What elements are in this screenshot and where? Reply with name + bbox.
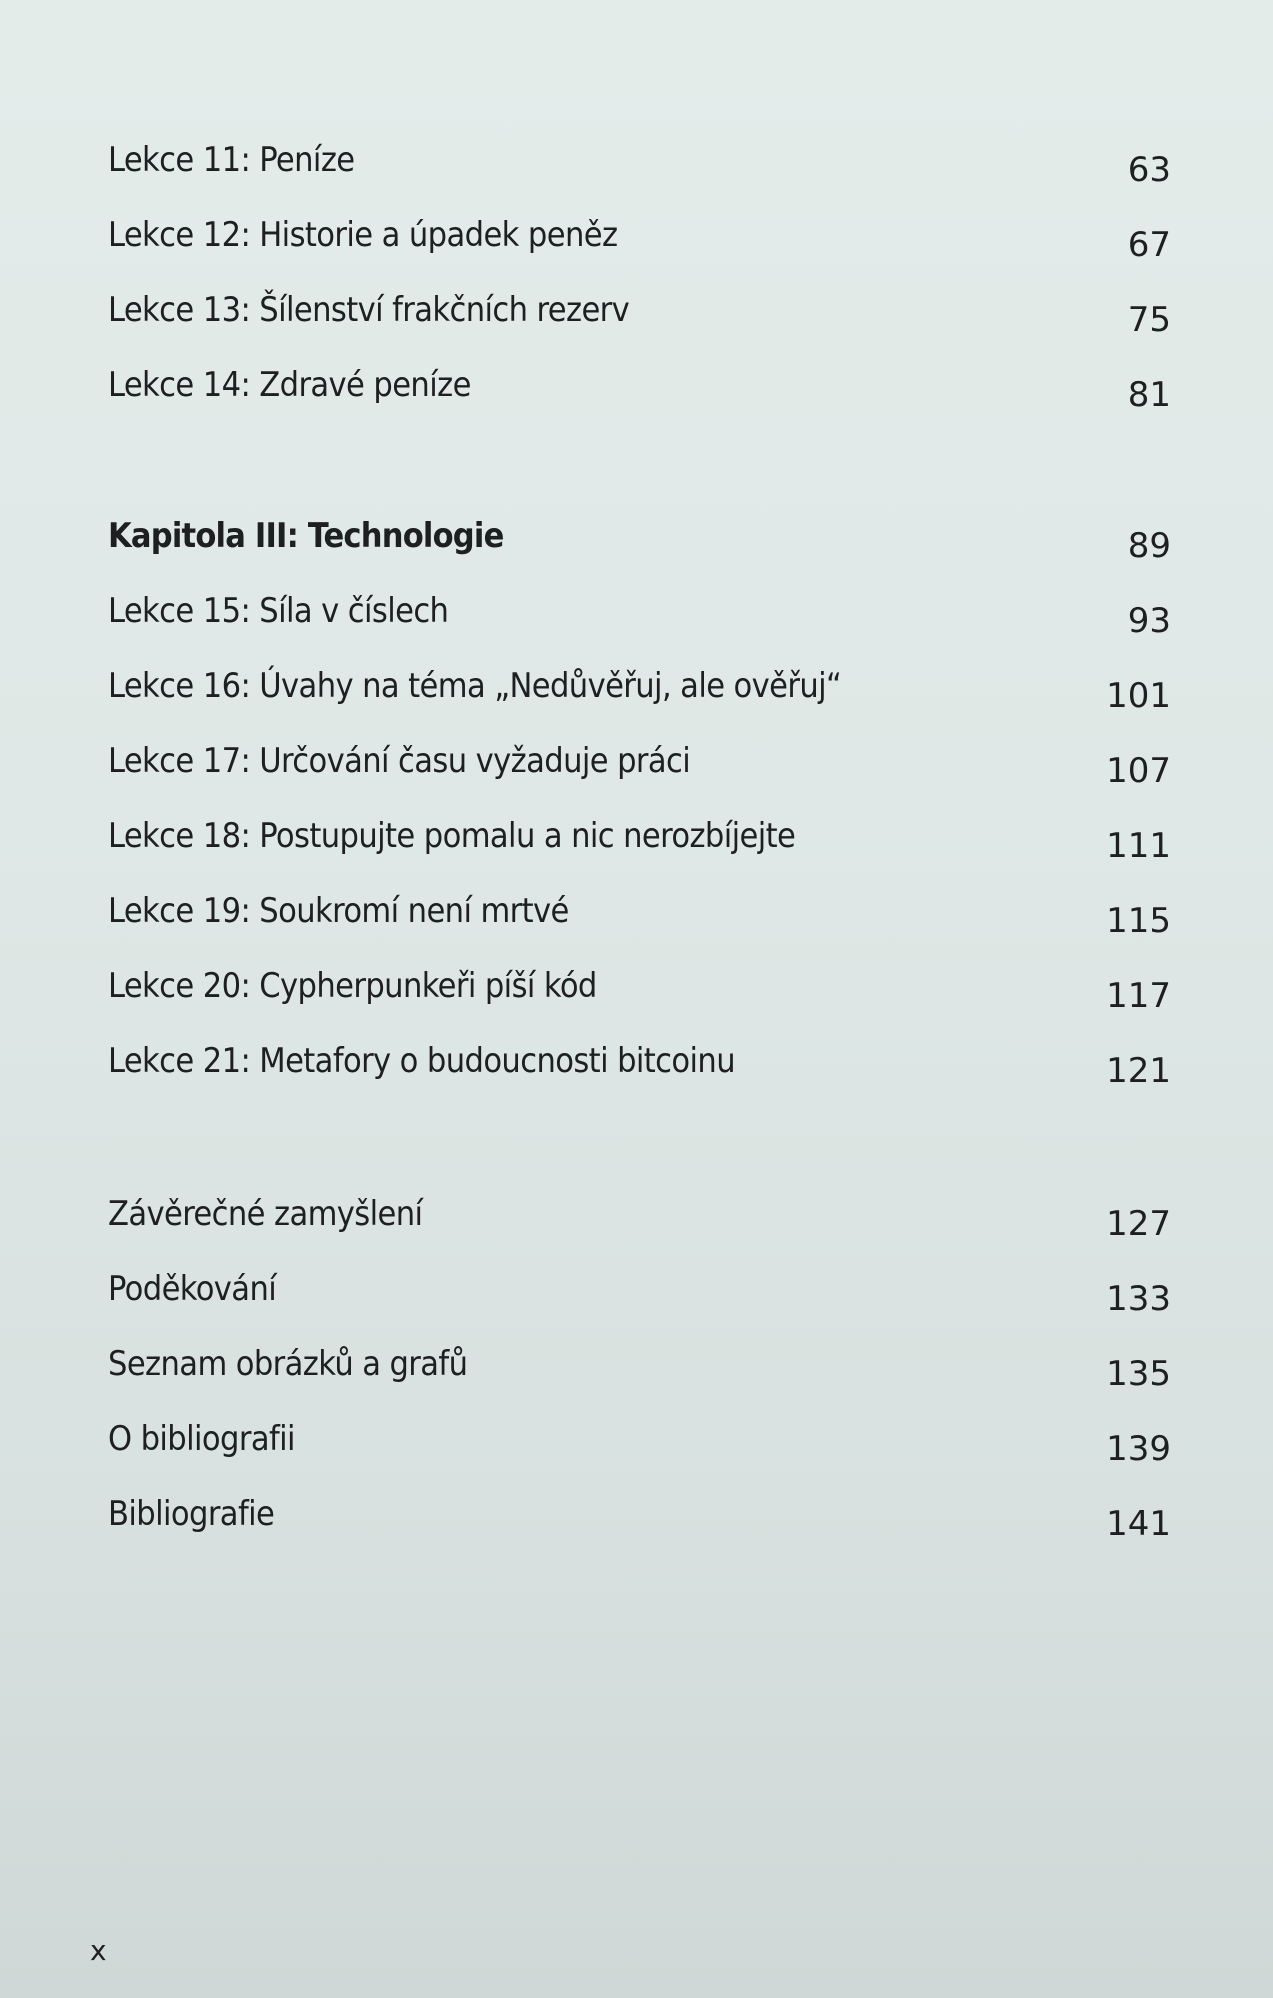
toc-entry [0, 741, 1273, 816]
toc-entry-page: 111 [1106, 826, 1171, 866]
toc-entry-page: 133 [1106, 1279, 1171, 1319]
toc-chapter-page: 89 [1127, 526, 1171, 566]
toc-chapter-heading [0, 516, 1273, 591]
toc-entry-title: Lekce 11: Peníze [108, 140, 355, 180]
toc-entry [0, 1041, 1273, 1116]
toc-entry-title: Lekce 15: Síla v číslech [108, 591, 449, 631]
toc-entry-title: Lekce 17: Určování času vyžaduje práci [108, 741, 691, 781]
toc-entry-title: Lekce 14: Zdravé peníze [108, 365, 471, 405]
toc-chapter-title: Kapitola III: Technologie [108, 516, 504, 556]
toc-group-back-matter [0, 1194, 1273, 1569]
toc-entry-page: 81 [1127, 375, 1171, 415]
toc-entry [0, 1269, 1273, 1344]
toc-group-lessons-11-14 [0, 140, 1273, 440]
toc-entry-page: 139 [1106, 1429, 1171, 1469]
page-number: x [90, 1934, 107, 1967]
toc-entry [0, 215, 1273, 290]
toc-entry-title: Lekce 19: Soukromí není mrtvé [108, 891, 569, 931]
toc-entry [0, 1344, 1273, 1419]
toc-entry-page: 63 [1127, 150, 1171, 190]
toc-entry [0, 1494, 1273, 1569]
toc-entry-page: 135 [1106, 1354, 1171, 1394]
toc-entry-title: Lekce 12: Historie a úpadek peněz [108, 215, 618, 255]
toc-entry-page: 141 [1106, 1504, 1171, 1544]
toc-entry [0, 591, 1273, 666]
toc-entry-page: 117 [1106, 976, 1171, 1016]
toc-entry-title: Bibliografie [108, 1494, 275, 1534]
toc-entry [0, 966, 1273, 1041]
toc-entry-title: Lekce 13: Šílenství frakčních rezerv [108, 290, 630, 330]
toc-entry-page: 75 [1127, 300, 1171, 340]
toc-entry-title: Poděkování [108, 1269, 277, 1309]
toc-entry-title: Závěrečné zamyšlení [108, 1194, 423, 1234]
toc-entry [0, 891, 1273, 966]
toc-entry-page: 115 [1106, 901, 1171, 941]
toc-entry-title: Seznam obrázků a grafů [108, 1344, 468, 1384]
toc-entry [0, 290, 1273, 365]
toc-entry-page: 67 [1127, 225, 1171, 265]
toc-entry-page: 101 [1106, 676, 1171, 716]
toc-entry [0, 816, 1273, 891]
toc-entry [0, 1419, 1273, 1494]
toc-group-chapter-3 [0, 516, 1273, 1116]
toc-entry-page: 93 [1127, 601, 1171, 641]
toc-entry-title: Lekce 20: Cypherpunkeři píší kód [108, 966, 597, 1006]
toc-entry-page: 121 [1106, 1051, 1171, 1091]
toc-entry [0, 140, 1273, 215]
toc-entry [0, 666, 1273, 741]
toc-entry [0, 365, 1273, 440]
toc-entry-title: Lekce 18: Postupujte pomalu a nic nerozbíjejte [108, 816, 796, 856]
toc-entry [0, 1194, 1273, 1269]
toc-entry-page: 127 [1106, 1204, 1171, 1244]
toc-entry-page: 107 [1106, 751, 1171, 791]
toc-entry-title: O bibliografii [108, 1419, 295, 1459]
toc-entry-title: Lekce 16: Úvahy na téma „Nedůvěřuj, ale ověřuj“ [108, 666, 842, 706]
toc-entry-title: Lekce 21: Metafory o budoucnosti bitcoinu [108, 1041, 735, 1081]
